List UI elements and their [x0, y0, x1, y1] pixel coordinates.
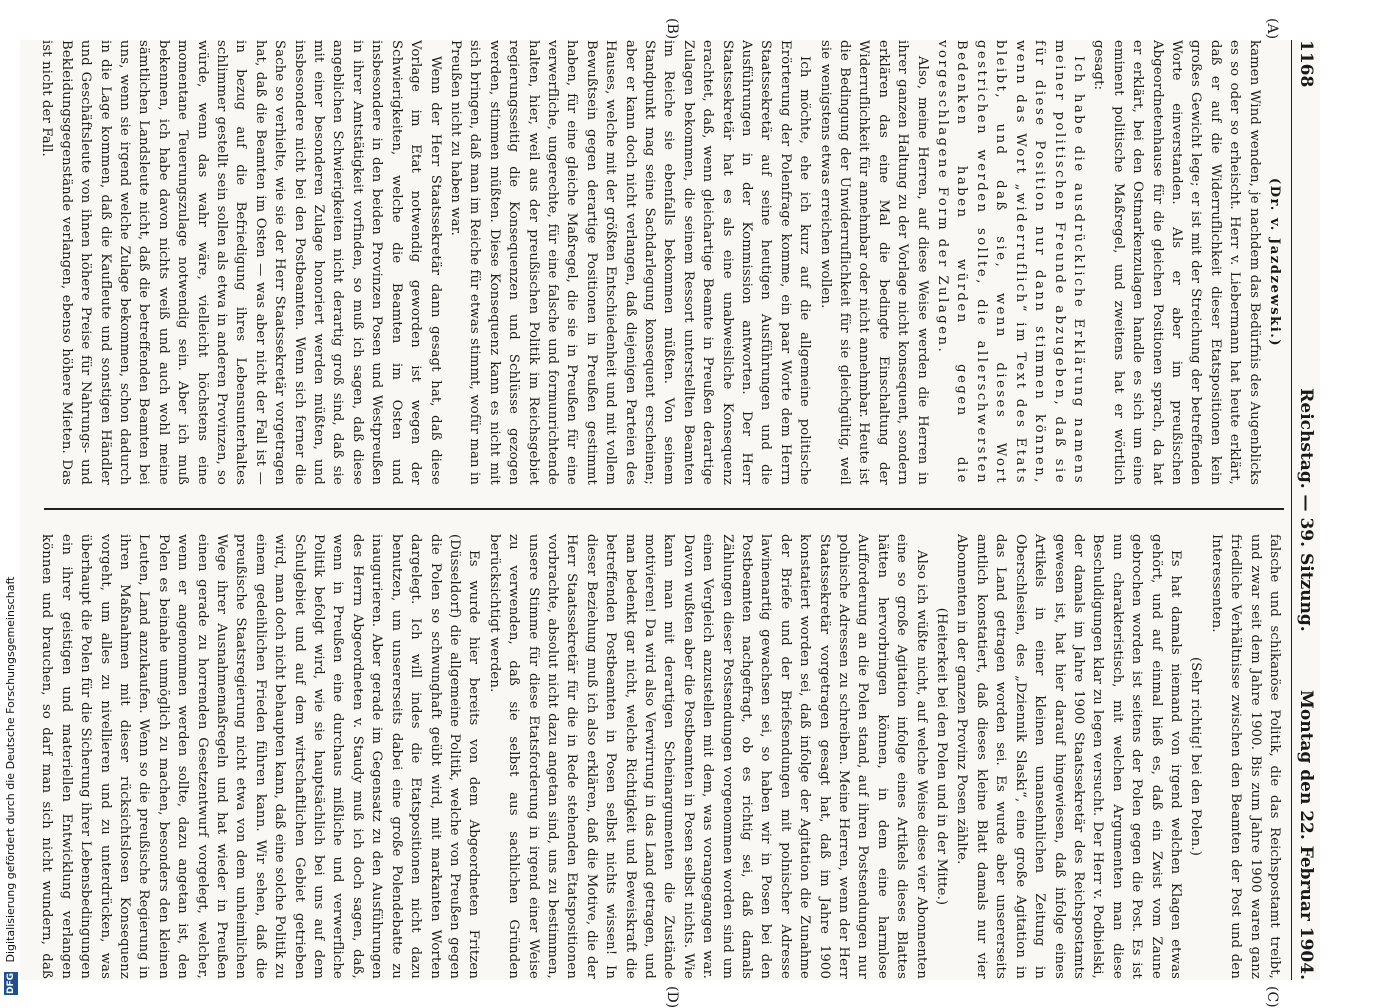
digitization-credit: [4, 576, 22, 995]
paragraph: Es wurde hier bereits von dem Abgeordneten Fritzen (Düsseldorf) die allgemeine Politik, welche von Preußen gegen die Polen so schwunghaft geübt wird, mit markanten Worten dargelegt. Ich will indes die Etatspositionen nicht dazu benutzen, um unsererseits dabei eine große Polendebatte zu inaugurieren. Aber gerade im Gegensatz zu den Ausführungen des Herrn Abgeordneten v. Staudy muß ich doch sagen, daß, wenn in Preußen eine durchaus mißliche und verwerfliche Politik befolgt wird, wie sie hauptsächlich bei uns auf dem Schulgebiet und auf dem wirtschaftlichen Gebiet getrieben wird, man doch nicht behaupten kann, daß eine solche Politik zu einem gedeihlichen Frieden führen kann. Wir sehen, daß die preußische Staatsregierung nicht etwa von dem unheimlichen Wege ihrer Ausnahmemaßregeln und hat wieder in Preußen einen gerade zu horrenden Gesetzentwurf vorgelegt, welcher, wenn er angenommen werden sollte, dazu angetan ist, den Polen es beinahe unmöglich zu machen, besonders den kleinen Leuten, Land anzukaufen. Wenn so die preußische Regierung in ihren Maßnahmen mit dieser rücksichtslosen Konsequenz vorgeht, um alles zu nivellieren und zu unterdrücken, was überhaupt die Polen für die Sicherung ihrer Lebensbedingungen ein ihrer geistigen und materiellen Entwicklung verlangen können und brauchen, so darf man sich nicht wundern, daß: [39, 534, 482, 979]
quoted-paragraph: Ich habe die ausdrückliche Erklärung namens meiner politischen Freunde abzugeben, daß sie für diese Position nur dann stimmen können, wenn das Wort „widerruflich“ im Text des Etats bleibt, und daß sie, wenn dieses Wort gestrichen werden sollte, die allerschwersten Bedenken haben würden gegen die vorgeschlagene Form der Zulagen.: [935, 40, 1086, 485]
page-header: [1291, 40, 1320, 980]
speaker-name: (Dr. v. Jazdzewski.): [1267, 177, 1282, 348]
dfg-logo-icon: DFG: [6, 972, 16, 994]
interjection: (Sehr richtig! bei den Polen.): [1188, 656, 1204, 857]
paragraph: Es hat damals niemand von irgend welchen Klagen etwas gehört, und auf einmal hieß es, daß ein Zwist vom Zaune gebrochen worden ist seitens der Polen gegen die Post. Es ist nun charakteristisch, mit welchen Argumenten man diese Beschuldigungen klar zu legen versucht. Der Herr v. Podbielski, der damals im Jahre 1900 Staatssekretär des Reichspostamts gewesen ist, hat hier darauf hingewiesen, daß infolge eines Artikels in einer kleinen unansehnlichen Zeitung in Oberschlesien, des „Dziennik Slaski“, eine große Agitation in das Land getragen worden sei. Es wurde aber unsererseits amtlich konstatiert, daß dieses kleine Blatt damals nur vier Abonnenten in der ganzen Provinz Posen zählte.: [954, 534, 1183, 979]
margin-marker-b: (B): [664, 18, 680, 40]
credit-text: Digitalisierung gefördert durch die Deutsche Forschungsgemeinschaft: [4, 576, 17, 963]
session-title: Reichstag. — 39. Sitzung.: [1296, 388, 1316, 632]
interjection: (Heiterkeit bei den Polen und in der Mitte.): [934, 607, 950, 906]
page-number: 1168: [1296, 40, 1316, 88]
paragraph: Also ich wüßte nicht, auf welche Weise diese vier Abonnenten eine so große Agitation infolge eines Artikels dieses Blattes hätten hervorbringen können, in dem eine harmlose Aufforderung an die Polen stand, auf ihren Postsendungen nur polnische Adressen zu schreiben. Meine Herren, wenn der Herr Staatssekretär vorgetragen gesagt hat, daß im Jahre 1900 konstatiert worden sei, daß infolge der Agitation die Zunahme der Briefe und der Briefsendungen mit polnischer Adresse lawinenartig gewachsen sei, so haben wir in Posen bei den Postbeamten nachgefragt, ob es richtig sei, daß damals Zählungen dieser Postsendungen vorgenommen worden sind um einen Vergleich anzustellen mit dem, was vorangegangen war. Davon wußten aber die Postbeamten in Posen selbst nichts. Wie kann man mit derartigen Scheinargumenten die Zustände motivieren! Da wird also Verwirrung in das Land getragen, und man bedenkt gar nicht, welche Richtigkeit und Beweiskraft die betreffenden Postbeamten in Posen selbst nichts wissen! In dieser Beziehung muß ich also erklären, daß die Motive, die der Herr Staatssekretär für die in Rede stehenden Etatspositionen vorbrachte, absolut nicht dazu angetan sind, uns zu bestimmen, unsere Stimme für diese Etatsforderung in irgend einer Weise zu verwenden, daß sie selbst aus sachlichen Gründen berücksichtigt werden.: [486, 534, 929, 979]
paragraph: falsche und schikanöse Politik, die das Reichspostamt treibt, und zwar seit dem Jahre 1900. Bis zum Jahre 1900 waren ganz friedliche Verhältnisse zwischen den Beamten der Post und den Interessenten.: [1208, 534, 1282, 979]
paragraph: Wenn der Herr Staatssekretär dann gesagt hat, daß diese Vorlage im Etat notwendig geworden ist wegen der Schwierigkeiten, welche die Beamten im Osten und insbesondere in den beiden Provinzen Posen und Westpreußen in ihrer Amtstätigkeit vorfinden, so muß ich sagen, daß diese angeblichen Schwierigkeiten nicht derartig groß sind, daß sie mit einer besonderen Zulage honoriert werden müßten, und insbesondere nicht bei den Postbeamten. Wenn sich ferner die Sache so verhielte, wie sie der Herr Staatssekretär vorgetragen hat, daß die Beamten im Osten — was aber nicht der Fall ist — in bezug auf die Befriedigung ihres Lebensunterhaltes schlimmer gestellt sein sollen als etwa in anderen Provinzen, so würde, wenn das wahr wäre, vielleicht höchstens eine momentane Teuerungszulage notwendig sein. Aber ich muß bekennen, ich habe davon nichts weiß und auch wohl meine sämtlichen Landsleute nicht, daß die betreffenden Beamten bei uns, wenn sie irgend welche Zulage bekommen, schon dadurch in die Lage kommen, daß die Kaufleute und sonstigen Händler und Geschäftsleute von ihnen höhere Preise für Nahrungs- und Bekleidungsgegenstände verlangen, ebenso höhere Mieten. Das ist nicht der Fall.: [39, 40, 443, 485]
right-text-column: [39, 534, 1284, 979]
margin-marker-c: (C): [1264, 986, 1280, 1008]
left-text-column: [39, 40, 1284, 485]
session-date: Montag den 22. Februar 1904.: [1296, 690, 1316, 980]
paragraph: Also, meine Herren, auf diese Weise werden die Herren in ihrer ganzen Haltung zu der Vorlage nicht konsequent, sondern erklären das eine Mal die bedingte Einschaltung der Widerruflichkeit für annehmbar oder nicht annehmbar. Heute ist die Bedingung der Unwiderruflichkeit für sie gleichgültig, weil sie wenigstens etwas erreichen wollen.: [817, 40, 930, 485]
column-divider: [44, 508, 1284, 510]
margin-marker-a: (A): [1264, 18, 1280, 40]
paragraph: kamen Wind wenden, je nachdem das Bedürfnis des Augenblicks es so oder so erheischt. Herr v. Liebermann hat heute erklärt, daß er auf die Widerruflichkeit dieser Etatspositionen kein großes Gewicht lege; er ist mit der Streichung der betreffenden Worte einverstanden. Als er aber im preußischen Abgeordnetenhause für die gleichen Positionen sprach, da hat er erklärt, bei den Ostmarkenzulagen handle es sich um eine eminent politische Maßregel, und zweitens hat er wörtlich gesagt:: [1091, 40, 1262, 485]
margin-marker-d: (D): [664, 986, 680, 1008]
paragraph: Ich möchte, ehe ich kurz auf die allgemeine politische Erörterung der Polenfrage komme, ein paar Worte dem Herrn Staatssekretär auf seine heutigen Ausführungen und die Ausführungen in der Kommission antworten. Der Herr Staatssekretär hat es als eine unabweisliche Konsequenz erachtet, daß, wenn gleichartige Beamte in Preußen derartige Zulagen bekommen, die seinem Ressort unterstellten Beamten im Reiche sie ebenfalls bekommen müßten. Von seinem Standpunkt mag seine Sachdarlegung konsequent erscheinen; aber er kann doch nicht verlangen, daß diejenigen Parteien des Hauses, welche mit der größten Entschiedenheit und mit vollem Bewußtsein gegen derartige Positionen in Preußen gestimmt haben, für eine gleiche Maßregel, die sie in Preußen für eine verwerfliche, ungerechte, für eine falsche und formunrichtende halten, hier, weil aus der preußischen Politik im Reichsgebiet regierungsseitig die Konsequenzen und Schlüsse gezogen werden, stimmen müßten. Diese Konsequenz kann es nicht mit sich bringen, daß man im Reiche für etwas stimmt, wofür man in Preußen nicht zu haben war.: [447, 40, 813, 485]
rotated-document-page: [20, 18, 1320, 1008]
